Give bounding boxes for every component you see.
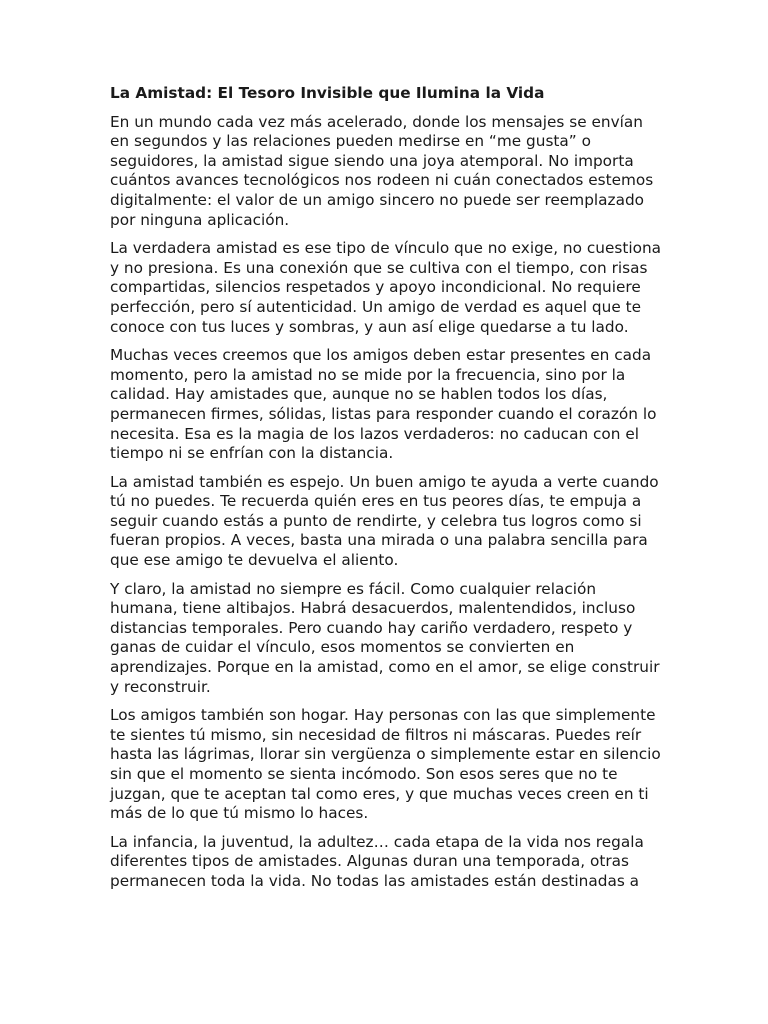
paragraph-1: En un mundo cada vez más acelerado, donde los mensajes se envían en segundos y las relaciones pueden medirse en “me gusta” o seguidores, la amistad sigue siendo una joya atemporal. No importa cuántos avances tecnológicos nos rodeen ni cuán conectados estemos digitalmente: el valor de un amigo sincero no puede ser reemplazado por ninguna aplicación. [110, 112, 654, 229]
paragraph-2: La verdadera amistad es ese tipo de vínculo que no exige, no cuestiona y no presiona. Es una conexión que se cultiva con el tiempo, con risas compartidas, silencios respetados y apoyo incondicional. No requiere perfección, pero sí autenticidad. Un amigo de verdad es aquel que te conoce con tus luces y sombras, y aun así elige quedarse a tu lado. [110, 239, 662, 336]
paragraph-3: Muchas veces creemos que los amigos deben estar presentes en cada momento, pero la amistad no se mide por la frecuencia, sino por la calidad. Hay amistades que, aunque no se hablen todos los días, permanecen firmes, sólidas, listas para responder cuando el corazón lo necesita. Esa es la magia de los lazos verdaderos: no caducan con el tiempo ni se enfrían con la distancia. [110, 346, 657, 463]
document-title: La Amistad: El Tesoro Invisible que Ilumina la Vida [110, 84, 545, 102]
paragraph-7: La infancia, la juventud, la adultez… cada etapa de la vida nos regala diferentes tipos de amistades. Algunas duran una temporada, otras permanecen toda la vida. No todas las amistades están destinadas a [110, 832, 644, 890]
document-page [110, 84, 662, 901]
paragraph-6: Los amigos también son hogar. Hay personas con las que simplemente te sientes tú mismo, sin necesidad de filtros ni máscaras. Puedes reír hasta las lágrimas, llorar sin vergüenza o simplemente estar en silencio sin que el momento se sienta incómodo. Son esos seres que no te juzgan, que te aceptan tal como eres, y que muchas veces creen en ti más de lo que tú mismo lo haces. [110, 706, 661, 823]
paragraph-4: La amistad también es espejo. Un buen amigo te ayuda a verte cuando tú no puedes. Te recuerda quién eres en tus peores días, te empuja a seguir cuando estás a punto de rendirte, y celebra tus logros como si fueran propios. A veces, basta una mirada o una palabra sencilla para que ese amigo te devuelva el aliento. [110, 472, 659, 570]
paragraph-5: Y claro, la amistad no siempre es fácil. Como cualquier relación humana, tiene altibajos. Habrá desacuerdos, malentendidos, incluso distancias temporales. Pero cuando hay cariño verdadero, respeto y ganas de cuidar el vínculo, esos momentos se convierten en aprendizajes. Porque en la amistad, como en el amor, se elige construir y reconstruir. [110, 579, 660, 696]
